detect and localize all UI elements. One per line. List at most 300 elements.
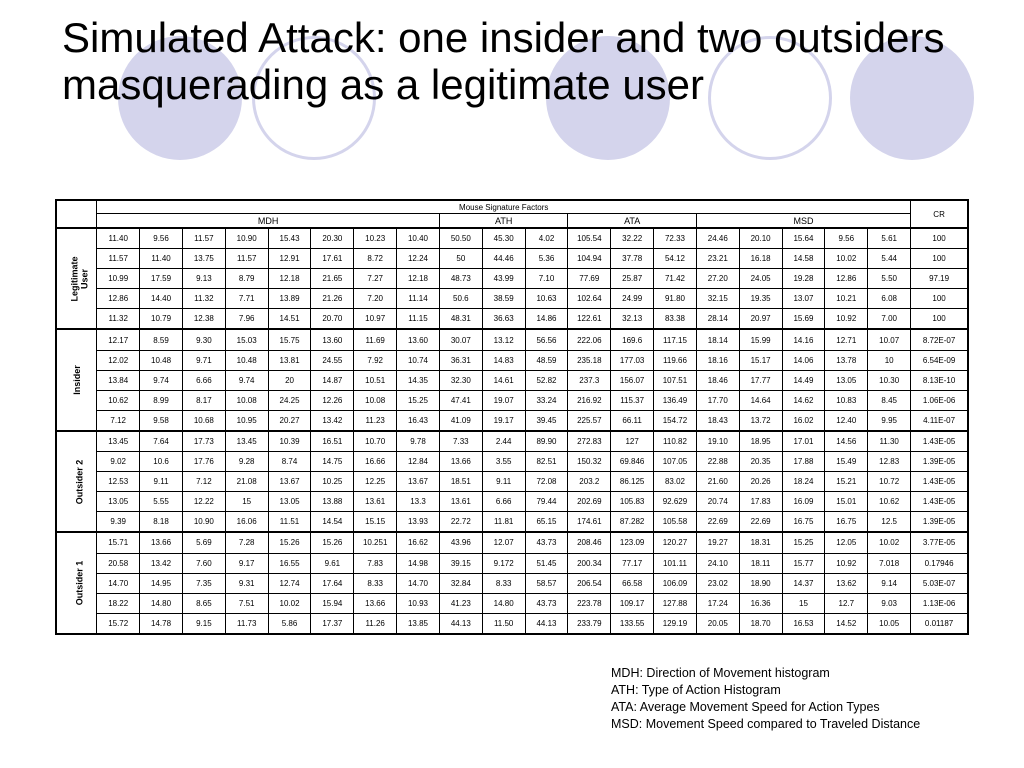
table-cell: 13.60 [311,329,354,350]
table-cell: 5.86 [268,613,311,634]
table-cell: 10.68 [182,410,225,431]
table-cell: 66.11 [611,410,654,431]
table-row [56,309,968,330]
table-cell: 216.92 [568,390,611,410]
cr-value-cell: 8.13E-10 [911,370,968,390]
table-cell: 10.51 [354,370,397,390]
legend-item-ata: ATA: Average Movement Speed for Action Types [611,700,880,714]
cr-value-cell: 100 [911,289,968,309]
table-cell: 7.92 [354,350,397,370]
table-cell: 89.90 [525,431,568,452]
table-cell: 14.56 [825,431,868,452]
table-cell: 10.07 [868,329,911,350]
table-cell: 13.3 [397,492,440,512]
table-cell: 14.70 [397,573,440,593]
table-cell: 109.17 [611,593,654,613]
table-cell: 119.66 [654,350,697,370]
table-cell: 16.43 [397,410,440,431]
table-cell: 83.02 [654,472,697,492]
table-cell: 7.71 [225,289,268,309]
table-cell: 12.18 [397,269,440,289]
table-cell: 10.74 [397,350,440,370]
table-cell: 177.03 [611,350,654,370]
table-cell: 13.88 [311,492,354,512]
cr-value-cell: 100 [911,228,968,249]
table-cell: 12.26 [311,390,354,410]
table-cell: 38.59 [482,289,525,309]
table-cell: 13.84 [97,370,140,390]
table-cell: 14.54 [311,512,354,533]
table-cell: 36.31 [439,350,482,370]
table-cell: 2.44 [482,431,525,452]
table-cell: 107.51 [654,370,697,390]
table-cell: 24.25 [268,390,311,410]
table-cell: 13.67 [397,472,440,492]
table-cell: 9.02 [97,452,140,472]
table-cell: 18.24 [782,472,825,492]
table-cell: 14.51 [268,309,311,330]
abbreviation-legend [611,665,920,733]
table-cell: 15 [225,492,268,512]
table-cell: 202.69 [568,492,611,512]
table-cell: 32.22 [611,228,654,249]
row-group-label-line: Legitimate [69,256,80,302]
table-cell: 37.78 [611,249,654,269]
table-cell: 10.02 [868,532,911,553]
table-cell: 14.87 [311,370,354,390]
table-cell: 12.91 [268,249,311,269]
table-cell: 48.31 [439,309,482,330]
table-cell: 36.63 [482,309,525,330]
table-cell: 72.33 [654,228,697,249]
table-cell: 104.94 [568,249,611,269]
table-cell: 6.66 [182,370,225,390]
table-cell: 17.59 [140,269,183,289]
table-cell: 10.97 [354,309,397,330]
table-cell: 13.45 [225,431,268,452]
table-cell: 16.75 [825,512,868,533]
table-cell: 203.2 [568,472,611,492]
table-cell: 32.84 [439,573,482,593]
table-cell: 10.79 [140,309,183,330]
table-cell: 7.20 [354,289,397,309]
table-cell: 8.79 [225,269,268,289]
table-cell: 7.12 [182,472,225,492]
table-cell: 21.08 [225,472,268,492]
table-cell: 14.98 [397,553,440,573]
table-cell: 174.61 [568,512,611,533]
table-cell: 15.26 [268,532,311,553]
table-cell: 11.81 [482,512,525,533]
cr-value-cell: 6.54E-09 [911,350,968,370]
table-cell: 15.01 [825,492,868,512]
table-cell: 19.28 [782,269,825,289]
table-cell: 11.40 [97,228,140,249]
table-cell: 13.66 [354,593,397,613]
table-cell: 15.03 [225,329,268,350]
table-cell: 17.76 [182,452,225,472]
table-cell: 52.82 [525,370,568,390]
table-cell: 14.49 [782,370,825,390]
table-cell: 9.74 [225,370,268,390]
table-cell: 44.13 [525,613,568,634]
table-cell: 16.53 [782,613,825,634]
table-cell: 13.05 [97,492,140,512]
table-cell: 10.95 [225,410,268,431]
table-cell: 133.55 [611,613,654,634]
row-group-label [56,532,97,633]
table-cell: 22.69 [696,512,739,533]
table-cell: 9.03 [868,593,911,613]
table-cell: 10.83 [825,390,868,410]
table-row [56,269,968,289]
table-cell: 105.58 [654,512,697,533]
table-cell: 32.15 [696,289,739,309]
table-row [56,532,968,553]
table-cell: 83.38 [654,309,697,330]
table-cell: 13.89 [268,289,311,309]
table-cell: 19.10 [696,431,739,452]
row-group-label-line: User [79,268,90,289]
table-cell: 10.05 [868,613,911,634]
table-cell: 12.02 [97,350,140,370]
table-cell: 4.02 [525,228,568,249]
table-cell: 16.09 [782,492,825,512]
table-cell: 13.05 [825,370,868,390]
table-cell: 16.06 [225,512,268,533]
table-cell: 44.46 [482,249,525,269]
table-cell: 12.74 [268,573,311,593]
table-cell: 154.72 [654,410,697,431]
table-cell: 120.27 [654,532,697,553]
table-cell: 17.64 [311,573,354,593]
table-cell: 12.86 [97,289,140,309]
table-cell: 12.38 [182,309,225,330]
table-cell: 18.70 [739,613,782,634]
table-cell: 11.23 [354,410,397,431]
table-cell: 15.94 [311,593,354,613]
table-cell: 19.17 [482,410,525,431]
table-row [56,249,968,269]
table-cell: 14.70 [97,573,140,593]
table-cell: 8.33 [482,573,525,593]
table-cell: 10.90 [225,228,268,249]
table-cell: 32.30 [439,370,482,390]
table-cell: 13.42 [140,553,183,573]
table-cell: 15.72 [97,613,140,634]
table-cell: 10.02 [268,593,311,613]
table-cell: 54.12 [654,249,697,269]
table-cell: 20.27 [268,410,311,431]
table-cell: 44.13 [439,613,482,634]
cr-value-cell: 1.39E-05 [911,512,968,533]
table-cell: 15.69 [782,309,825,330]
table-cell: 11.32 [182,289,225,309]
table-row [56,573,968,593]
table-cell: 32.13 [611,309,654,330]
row-group-label [56,329,97,430]
table-cell: 7.00 [868,309,911,330]
table-cell: 129.19 [654,613,697,634]
table-cell: 43.96 [439,532,482,553]
table-row [56,350,968,370]
table-cell: 10.72 [868,472,911,492]
table-cell: 123.09 [611,532,654,553]
table-cell: 22.69 [739,512,782,533]
table-cell: 15.17 [739,350,782,370]
table-cell: 106.09 [654,573,697,593]
table-cell: 13.61 [354,492,397,512]
table-cell: 23.21 [696,249,739,269]
table-cell: 9.11 [482,472,525,492]
table-cell: 9.13 [182,269,225,289]
table-cell: 11.57 [182,228,225,249]
table-cell: 13.75 [182,249,225,269]
table-cell: 272.83 [568,431,611,452]
table-cell: 14.95 [140,573,183,593]
table-cell: 12.17 [97,329,140,350]
slide-title: Simulated Attack: one insider and two outsiders masquerading as a legitimate user [62,14,945,108]
table-cell: 79.44 [525,492,568,512]
table-cell: 25.87 [611,269,654,289]
table-cell: 18.43 [696,410,739,431]
table-cell: 8.33 [354,573,397,593]
table-cell: 16.02 [782,410,825,431]
row-group-label-line: Outsider 2 [74,459,85,504]
table-cell: 10.23 [354,228,397,249]
table-cell: 18.46 [696,370,739,390]
table-row [56,472,968,492]
table-cell: 20.30 [311,228,354,249]
table-cell: 24.10 [696,553,739,573]
group-header-msd: MSD [696,214,910,229]
table-cell: 7.018 [868,553,911,573]
table-cell: 47.41 [439,390,482,410]
table-cell: 15.26 [311,532,354,553]
table-row [56,370,968,390]
table-cell: 17.61 [311,249,354,269]
table-cell: 9.11 [140,472,183,492]
table-cell: 12.5 [868,512,911,533]
table-cell: 14.40 [140,289,183,309]
table-cell: 5.55 [140,492,183,512]
table-cell: 7.60 [182,553,225,573]
table-cell: 14.78 [140,613,183,634]
table-cell: 10.251 [354,532,397,553]
table-cell: 156.07 [611,370,654,390]
table-cell: 17.37 [311,613,354,634]
table-cell: 10.48 [140,350,183,370]
table-cell: 5.69 [182,532,225,553]
table-cell: 18.51 [439,472,482,492]
table-cell: 18.95 [739,431,782,452]
table-cell: 11.57 [225,249,268,269]
table-cell: 9.28 [225,452,268,472]
cr-value-cell: 4.11E-07 [911,410,968,431]
table-cell: 13.66 [140,532,183,553]
table-cell: 13.72 [739,410,782,431]
table-cell: 9.56 [140,228,183,249]
table-cell: 9.14 [868,573,911,593]
table-cell: 20 [268,370,311,390]
table-cell: 206.54 [568,573,611,593]
table-cell: 15.49 [825,452,868,472]
table-cell: 20.35 [739,452,782,472]
table-cell: 21.60 [696,472,739,492]
table-cell: 169.6 [611,329,654,350]
table-cell: 13.61 [439,492,482,512]
row-group-label-text [74,561,84,606]
table-cell: 7.35 [182,573,225,593]
table-cell: 15.71 [97,532,140,553]
table-cell: 17.83 [739,492,782,512]
table-cell: 48.73 [439,269,482,289]
table-cell: 237.3 [568,370,611,390]
table-cell: 12.22 [182,492,225,512]
table-row [56,452,968,472]
table-cell: 10.48 [225,350,268,370]
table-cell: 10.40 [397,228,440,249]
table-cell: 50.6 [439,289,482,309]
table-cell: 12.05 [825,532,868,553]
table-cell: 13.07 [782,289,825,309]
cr-value-cell: 100 [911,309,968,330]
table-row [56,329,968,350]
table-cell: 27.20 [696,269,739,289]
table-cell: 8.59 [140,329,183,350]
table-cell: 43.99 [482,269,525,289]
table-cell: 9.58 [140,410,183,431]
legend-item-mdh: MDH: Direction of Movement histogram [611,666,830,680]
table-cell: 10.92 [825,553,868,573]
table-cell: 21.65 [311,269,354,289]
table-cell: 24.05 [739,269,782,289]
table-cell: 105.83 [611,492,654,512]
table-cell: 86.125 [611,472,654,492]
table-cell: 9.56 [825,228,868,249]
table-cell: 18.11 [739,553,782,573]
table-cell: 5.44 [868,249,911,269]
table-cell: 13.12 [482,329,525,350]
table-cell: 24.99 [611,289,654,309]
table-cell: 12.53 [97,472,140,492]
table-cell: 92.629 [654,492,697,512]
table-cell: 9.95 [868,410,911,431]
table-cell: 12.25 [354,472,397,492]
table-cell: 41.09 [439,410,482,431]
table-cell: 69.846 [611,452,654,472]
table-cell: 17.77 [739,370,782,390]
table-cell: 200.34 [568,553,611,573]
table-row [56,492,968,512]
table-cell: 14.86 [525,309,568,330]
corner-cell [56,200,97,228]
table-cell: 13.45 [97,431,140,452]
table-cell: 71.42 [654,269,697,289]
table-cell: 10.62 [97,390,140,410]
table-cell: 77.17 [611,553,654,573]
table-cell: 11.57 [97,249,140,269]
table-cell: 11.51 [268,512,311,533]
table-cell: 15.99 [739,329,782,350]
table-cell: 11.40 [140,249,183,269]
table-cell: 9.71 [182,350,225,370]
cr-value-cell: 1.39E-05 [911,452,968,472]
table-cell: 16.36 [739,593,782,613]
table-cell: 11.73 [225,613,268,634]
table-cell: 9.39 [97,512,140,533]
table-cell: 15.43 [268,228,311,249]
table-cell: 19.07 [482,390,525,410]
table-row [56,390,968,410]
table-cell: 20.58 [97,553,140,573]
table-cell: 12.71 [825,329,868,350]
table-cell: 56.56 [525,329,568,350]
table-cell: 12.84 [397,452,440,472]
row-group-label-text [74,459,84,504]
table-cell: 15.15 [354,512,397,533]
table-cell: 10.93 [397,593,440,613]
table-cell: 7.83 [354,553,397,573]
table-cell: 24.46 [696,228,739,249]
table-cell: 15.25 [397,390,440,410]
table-cell: 10.02 [825,249,868,269]
table-cell: 43.73 [525,593,568,613]
table-cell: 10.08 [354,390,397,410]
table-cell: 10.21 [825,289,868,309]
table-cell: 15.75 [268,329,311,350]
table-row [56,553,968,573]
table-cell: 28.14 [696,309,739,330]
table-cell: 65.15 [525,512,568,533]
table-cell: 8.72 [354,249,397,269]
table-cell: 18.16 [696,350,739,370]
cr-value-cell: 97.19 [911,269,968,289]
table-cell: 12.18 [268,269,311,289]
cr-value-cell: 1.43E-05 [911,492,968,512]
table-cell: 117.15 [654,329,697,350]
table-cell: 10.39 [268,431,311,452]
table-cell: 16.66 [354,452,397,472]
table-cell: 39.45 [525,410,568,431]
table-cell: 9.61 [311,553,354,573]
table-cell: 5.50 [868,269,911,289]
table-cell: 10.92 [825,309,868,330]
table-cell: 110.82 [654,431,697,452]
table-cell: 8.45 [868,390,911,410]
table-cell: 14.61 [482,370,525,390]
table-cell: 20.74 [696,492,739,512]
table-cell: 8.17 [182,390,225,410]
table-cell: 17.73 [182,431,225,452]
table-cell: 10.63 [525,289,568,309]
row-group-label [56,228,97,329]
table-cell: 10.99 [97,269,140,289]
table-cell: 222.06 [568,329,611,350]
table-cell: 12.07 [482,532,525,553]
table-cell: 115.37 [611,390,654,410]
table-cell: 30.07 [439,329,482,350]
table-cell: 10.25 [311,472,354,492]
cr-value-cell: 0.17946 [911,553,968,573]
table-cell: 136.49 [654,390,697,410]
table-cell: 7.10 [525,269,568,289]
table-cell: 105.54 [568,228,611,249]
table-cell: 15.21 [825,472,868,492]
table-cell: 66.58 [611,573,654,593]
table-cell: 14.64 [739,390,782,410]
table-cell: 14.75 [311,452,354,472]
